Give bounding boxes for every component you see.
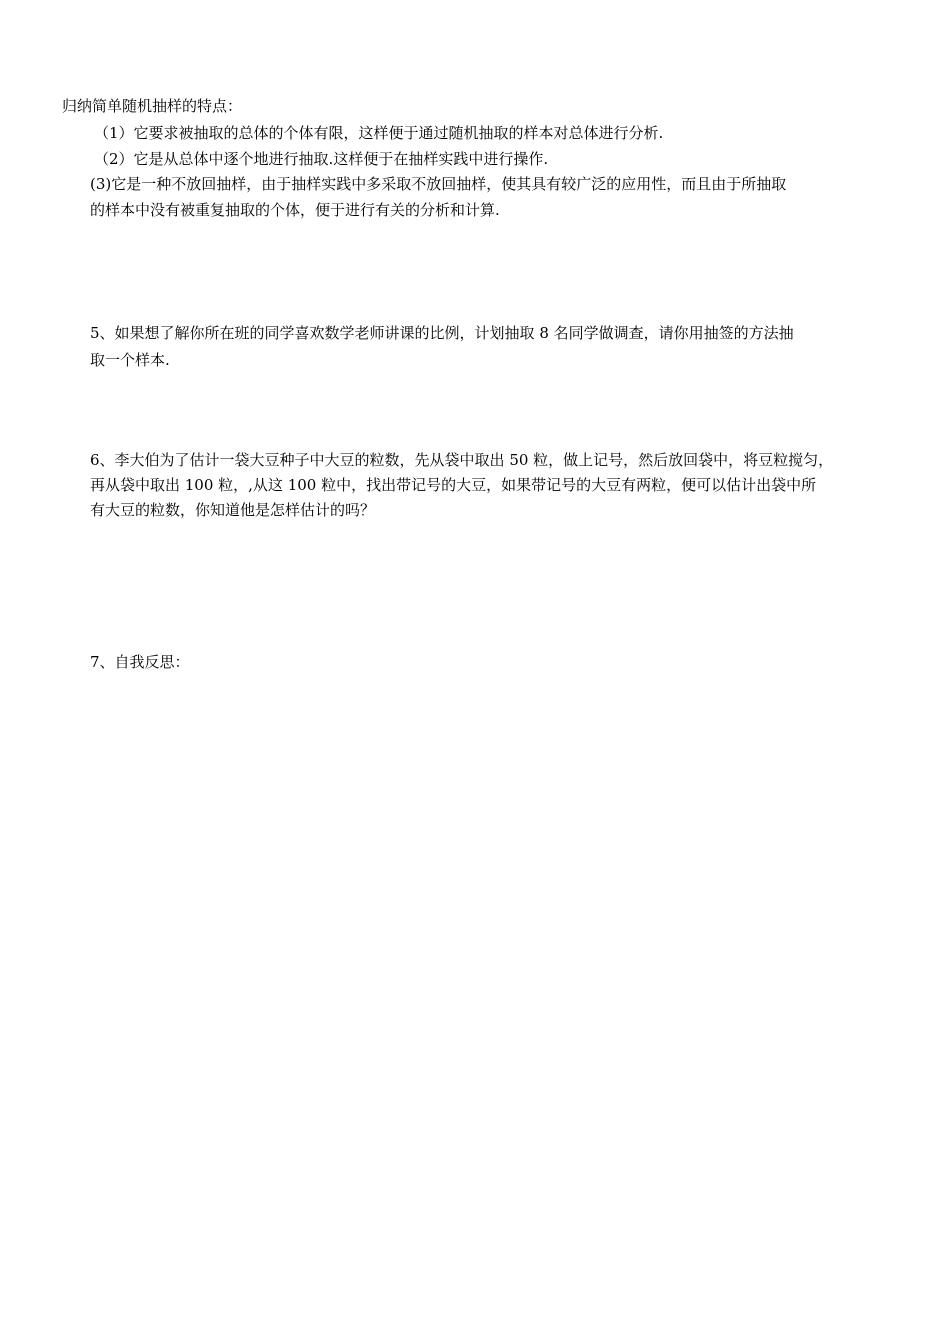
summary-point-1: （1）它要求被抽取的总体的个体有限，这样便于通过随机抽取的样本对总体进行分析. (94, 124, 664, 142)
question-7: 7、自我反思： (90, 653, 190, 671)
summary-point-3-line-1: (3)它是一种不放回抽样，由于抽样实践中多采取不放回抽样，使其具有较广泛的应用性，而且由于所抽取 (90, 175, 787, 193)
summary-heading: 归纳简单随机抽样的特点： (62, 97, 243, 115)
question-6-line-2: 再从袋中取出 100 粒，,从这 100 粒中，找出带记号的大豆，如果带记号的大豆有两粒，便可以估计出袋中所 (90, 476, 817, 494)
question-5-line-2: 取一个样本. (90, 351, 170, 369)
question-6-line-1: 6、李大伯为了估计一袋大豆种子中大豆的粒数，先从袋中取出 50 粒，做上记号，然后放回袋中，将豆粒搅匀， (90, 451, 834, 469)
summary-point-3-line-2: 的样本中没有被重复抽取的个体，便于进行有关的分析和计算. (90, 201, 500, 219)
question-6-line-3: 有大豆的粒数，你知道他是怎样估计的吗？ (90, 501, 376, 519)
question-5-line-1: 5、如果想了解你所在班的同学喜欢数学老师讲课的比例，计划抽取 8 名同学做调查，请你用抽签的方法抽 (90, 324, 794, 342)
summary-point-2: （2）它是从总体中逐个地进行抽取.这样便于在抽样实践中进行操作. (94, 150, 549, 168)
